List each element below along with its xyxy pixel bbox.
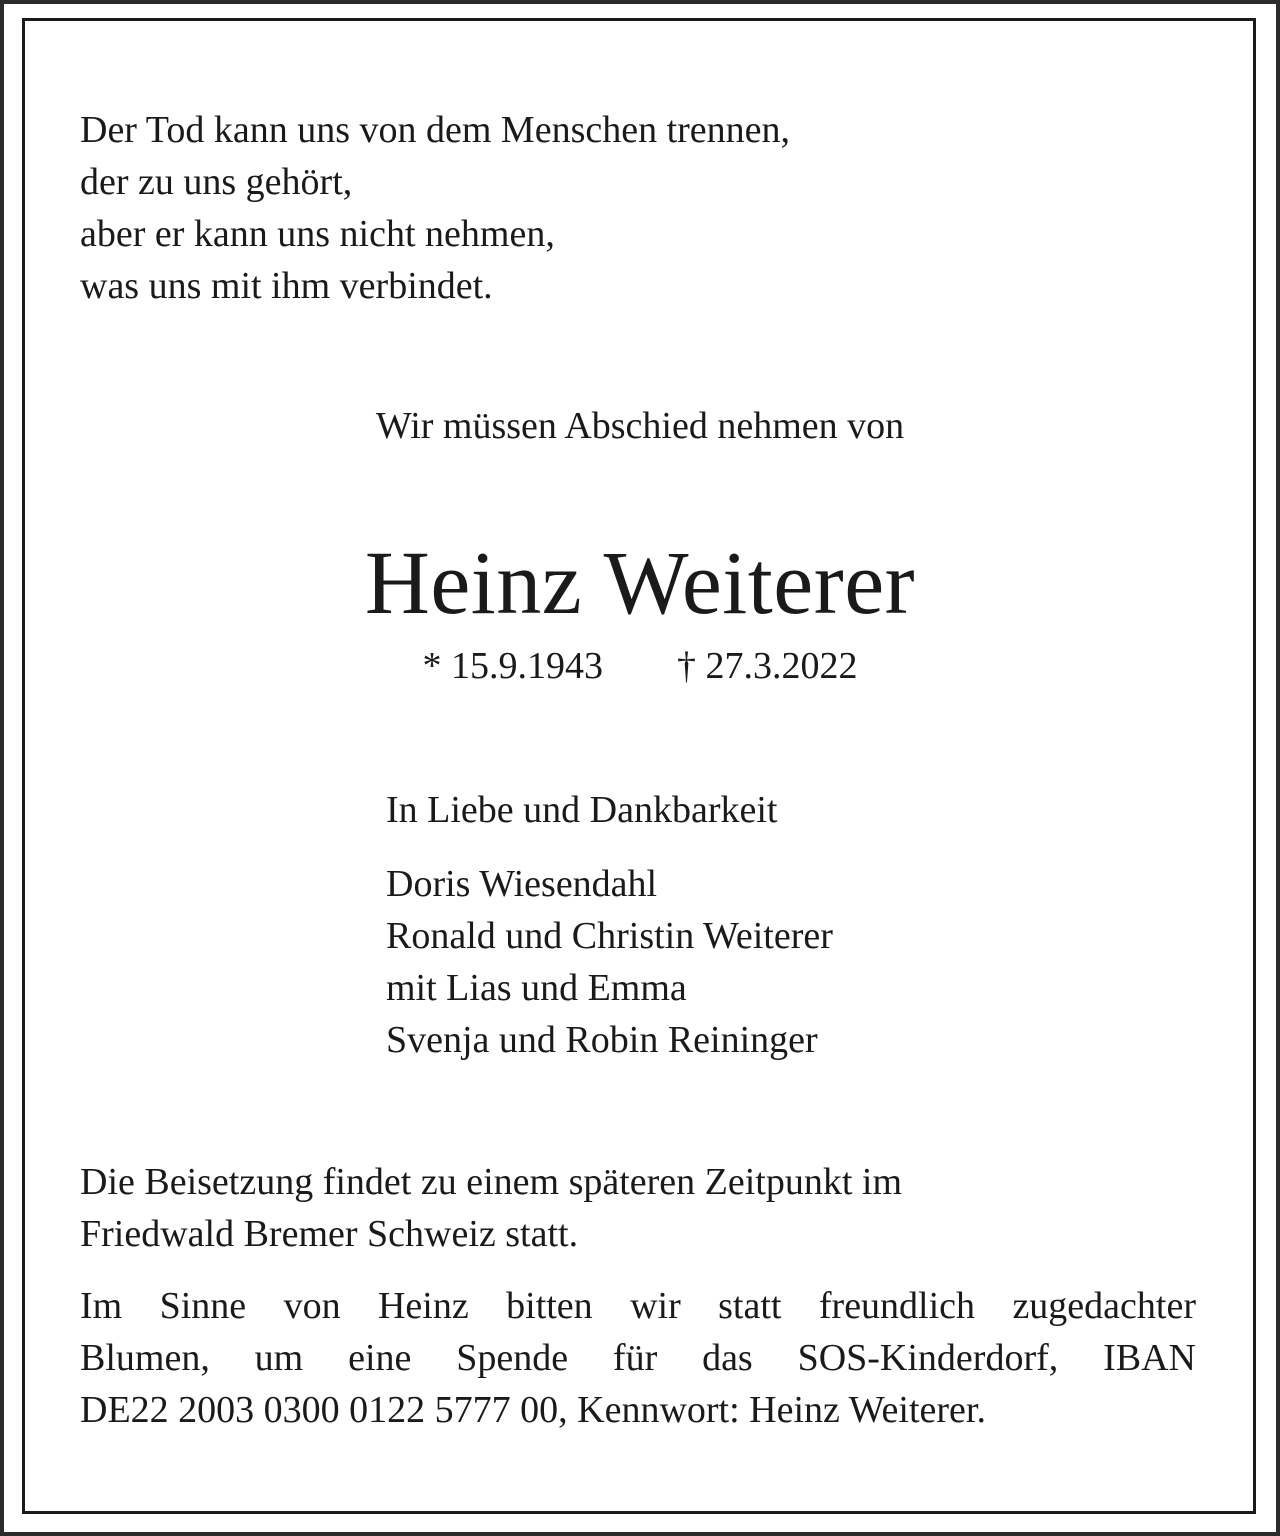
- funeral-line: Friedwald Bremer Schweiz statt.: [80, 1213, 579, 1255]
- donation-notice: [80, 1280, 1196, 1436]
- donation-line: DE22 2003 0300 0122 5777 00, Kennwort: Heinz Weiterer.: [80, 1389, 986, 1431]
- poem-line: aber er kann uns nicht nehmen,: [80, 213, 555, 255]
- death-date: † 27.3.2022: [677, 645, 858, 687]
- family-member: Doris Wiesendahl: [386, 863, 658, 905]
- donation-line: Blumen, um eine Spende für das SOS-Kinderdorf, IBAN: [80, 1337, 1196, 1379]
- funeral-line: Die Beisetzung findet zu einem späteren Zeitpunkt im: [80, 1161, 903, 1203]
- poem-line: Der Tod kann uns von dem Menschen trennen,: [80, 109, 791, 151]
- family-greeting: In Liebe und Dankbarkeit: [386, 789, 778, 831]
- family-member: Ronald und Christin Weiterer: [386, 915, 833, 957]
- family-member: Svenja und Robin Reininger: [386, 1019, 818, 1061]
- birth-date: * 15.9.1943: [422, 645, 603, 687]
- funeral-notice: [80, 1156, 902, 1260]
- life-dates: [0, 640, 1280, 692]
- donation-line: Im Sinne von Heinz bitten wir statt freundlich zugedachter: [80, 1285, 1196, 1327]
- poem-line: der zu uns gehört,: [80, 161, 353, 203]
- family-signature: [386, 784, 833, 1066]
- family-member: mit Lias und Emma: [386, 967, 687, 1009]
- poem-line: was uns mit ihm verbindet.: [80, 265, 493, 307]
- farewell-text: Wir müssen Abschied nehmen von: [375, 405, 905, 447]
- deceased-name: Heinz Weiterer: [364, 534, 916, 633]
- poem: [80, 104, 790, 312]
